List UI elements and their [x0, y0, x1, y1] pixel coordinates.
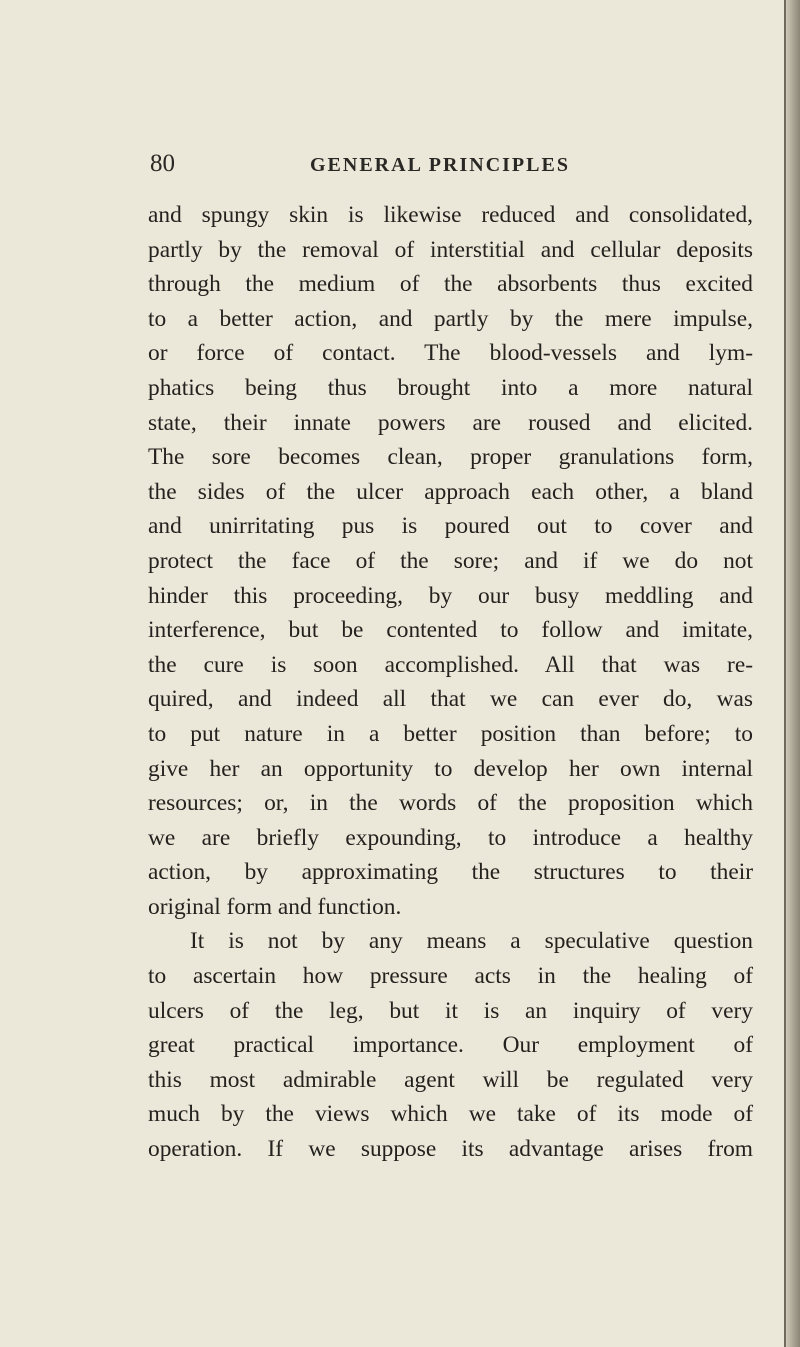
paragraph-start-line: It is not by any means a speculative question	[190, 928, 753, 955]
text-line: ulcers of the leg, but it is an inquiry of very	[148, 997, 753, 1024]
text-line: this most admirable agent will be regulated very	[148, 1066, 753, 1093]
body-text	[148, 198, 753, 1167]
text-line: interference, but be contented to follow and imitate,	[148, 617, 753, 644]
text-line: to ascertain how pressure acts in the healing of	[148, 963, 753, 990]
text-line: much by the views which we take of its mode of	[148, 1101, 753, 1128]
text-line: give her an opportunity to develop her own internal	[148, 755, 753, 782]
page-number: 80	[150, 150, 175, 177]
text-line: or force of contact. The blood-vessels and lym-	[148, 340, 753, 367]
text-line: The sore becomes clean, proper granulations form,	[148, 444, 753, 471]
text-line: protect the face of the sore; and if we do not	[148, 547, 753, 574]
text-line: state, their innate powers are roused and elicited.	[148, 409, 753, 436]
text-line: the sides of the ulcer approach each other, a bland	[148, 478, 753, 505]
paragraph-end-line: original form and function.	[148, 893, 402, 920]
text-line: operation. If we suppose its advantage arises from	[148, 1136, 753, 1163]
text-line: and spungy skin is likewise reduced and consolidated,	[148, 202, 753, 228]
text-line: partly by the removal of interstitial and cellular deposits	[148, 236, 753, 263]
text-line: action, by approximating the structures to their	[148, 859, 753, 886]
page-header	[150, 150, 750, 190]
text-line: the cure is soon accomplished. All that was re-	[148, 651, 753, 678]
text-line: we are briefly expounding, to introduce a healthy	[148, 824, 753, 851]
page-edge-shadow	[784, 0, 800, 1347]
text-line: phatics being thus brought into a more natural	[148, 374, 753, 401]
text-line: resources; or, in the words of the proposition which	[148, 790, 753, 817]
text-line: quired, and indeed all that we can ever do, was	[148, 686, 753, 713]
text-line: through the medium of the absorbents thus excited	[148, 271, 753, 298]
page-edge-line	[784, 0, 786, 1347]
text-line: to a better action, and partly by the mere impulse,	[148, 305, 753, 332]
text-line: hinder this proceeding, by our busy meddling and	[148, 582, 753, 609]
running-head: GENERAL PRINCIPLES	[310, 154, 570, 176]
text-line: to put nature in a better position than before; to	[148, 720, 753, 747]
text-line: great practical importance. Our employment of	[148, 1032, 753, 1059]
text-line: and unirritating pus is poured out to cover and	[148, 513, 753, 540]
